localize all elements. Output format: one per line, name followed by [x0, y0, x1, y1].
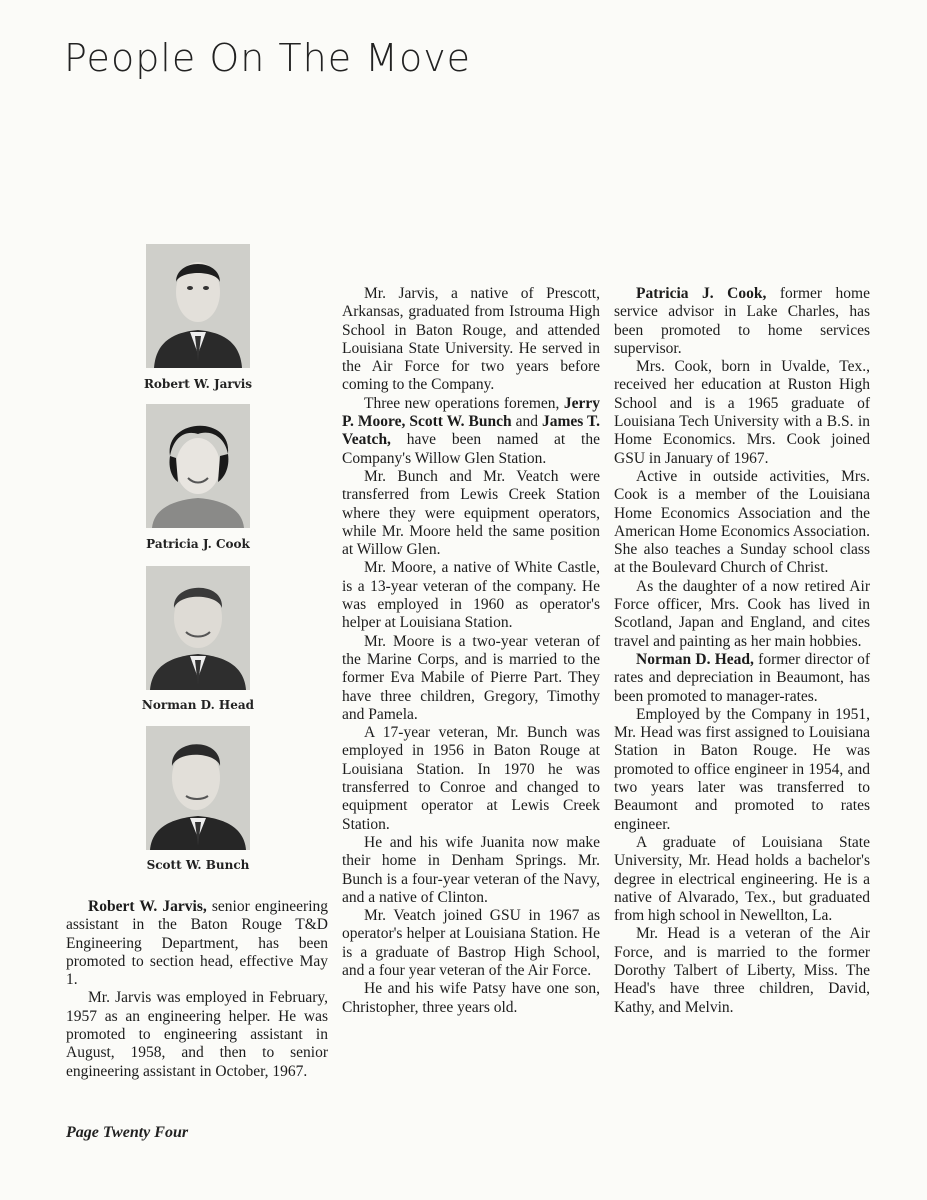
article-paragraph: Mrs. Cook, born in Uvalde, Tex., received her education at Ruston High School and is a 1965 graduate of Louisiana Tech University with a B.S. in Home Economics. Mrs. Cook joined GSU in January of 1967. [614, 358, 870, 467]
photo-caption: Patricia J. Cook [146, 537, 250, 551]
person-name: Jerry P. Moore, Scott W. Bunch [342, 394, 600, 431]
portrait-photo-bunch [146, 726, 250, 850]
article-paragraph: A 17-year veteran, Mr. Bunch was employed in 1956 in Baton Rouge at Louisiana Station. In 1970 he was transferred to Conroe and changed to equipment operator at Lewis Creek Station. [342, 724, 600, 833]
article-paragraph: He and his wife Patsy have one son, Christopher, three years old. [342, 980, 600, 1016]
photo-caption: Scott W. Bunch [146, 858, 250, 872]
article-paragraph: Mr. Moore, a native of White Castle, is a 13-year veteran of the company. He was employed in 1960 as operator's helper at Louisiana Station. [342, 559, 600, 632]
article-paragraph: Robert W. Jarvis, senior engineering assistant in the Baton Rouge T&D Engineering Department, has been promoted to section head, effective May 1. [66, 898, 329, 989]
article-paragraph: Mr. Head is a veteran of the Air Force, and is married to the former Dorothy Talbert of Liberty, Miss. The Head's have three children, David, Kathy, and Melvin. [614, 925, 870, 1016]
article-paragraph: Employed by the Company in 1951, Mr. Head was first assigned to Louisiana Station in Baton Rouge. He was promoted to office engineer in 1954, and two years later was transferred to Beaumont and promoted to rates engineer. [614, 705, 870, 833]
person-name: Norman D. Head, [636, 650, 754, 668]
article-paragraph: A graduate of Louisiana State University, Mr. Head holds a bachelor's degree in electrical engineering. He is a native of Alvarado, Tex., but graduated from high school in Newellton, La. [614, 833, 870, 925]
photo-caption: Robert W. Jarvis [143, 377, 253, 391]
article-paragraph: Mr. Jarvis was employed in February, 1957 as an engineering helper. He was promoted to engineering assistant in August, 1958, and then to senior engineering assistant in October, 1967. [66, 989, 328, 1080]
page-title: People On The Move [64, 36, 472, 80]
photo-caption: Norman D. Head [141, 698, 255, 712]
article-paragraph: Mr. Veatch joined GSU in 1967 as operator's helper at Louisiana Station. He is a graduate of Bastrop High School, and a four year veteran of the Air Force. [342, 907, 600, 979]
portrait-photo-head [146, 566, 250, 690]
article-paragraph: Mr. Bunch and Mr. Veatch were transferred from Lewis Creek Station where they were equipment operators, while Mr. Moore held the same position at Willow Glen. [342, 467, 600, 559]
article-paragraph: Patricia J. Cook, former home service advisor in Lake Charles, has been promoted to home services supervisor. [614, 285, 870, 357]
article-paragraph: Mr. Jarvis, a native of Prescott, Arkansas, graduated from Istrouma High School in Baton Rouge, and attended Louisiana State University. He served in the Air Force for two years before coming to the Company. [342, 285, 600, 394]
person-name: Robert W. Jarvis, [88, 898, 207, 915]
person-name: Patricia J. Cook, [636, 285, 767, 302]
article-paragraph: Active in outside activities, Mrs. Cook is a member of the Louisiana Home Economics Association and the American Home Economics Association. She also teaches a Sunday school class at the Boulevard Church of Christ. [614, 467, 870, 577]
article-paragraph: He and his wife Juanita now make their home in Denham Springs. Mr. Bunch is a four-year veteran of the Navy, and a native of Clinton. [342, 833, 600, 906]
page-number: Page Twenty Four [66, 1124, 189, 1141]
portrait-photo-jarvis [146, 244, 250, 368]
article-column-3 [614, 285, 870, 1017]
article-paragraph: Norman D. Head, former director of rates and depreciation in Beaumont, has been promoted to manager-rates. [614, 650, 870, 705]
article-column-2 [342, 285, 600, 1017]
portrait-photo-cook [146, 404, 250, 528]
article-paragraph: Mr. Moore is a two-year veteran of the Marine Corps, and is married to the former Eva Mabile of Pierre Part. They have three children, Gregory, Timothy and Pamela. [342, 632, 600, 723]
article-paragraph: Three new operations foremen, Jerry P. Moore, Scott W. Bunch and James T. Veatch, have been named at the Company's Willow Glen Station. [342, 394, 601, 467]
person-name: James T. Veatch, [342, 413, 601, 449]
article-column-1 [66, 898, 328, 1081]
article-paragraph: As the daughter of a now retired Air Force officer, Mrs. Cook has lived in Scotland, Japan and England, and cites travel and painting as her main hobbies. [614, 577, 870, 650]
